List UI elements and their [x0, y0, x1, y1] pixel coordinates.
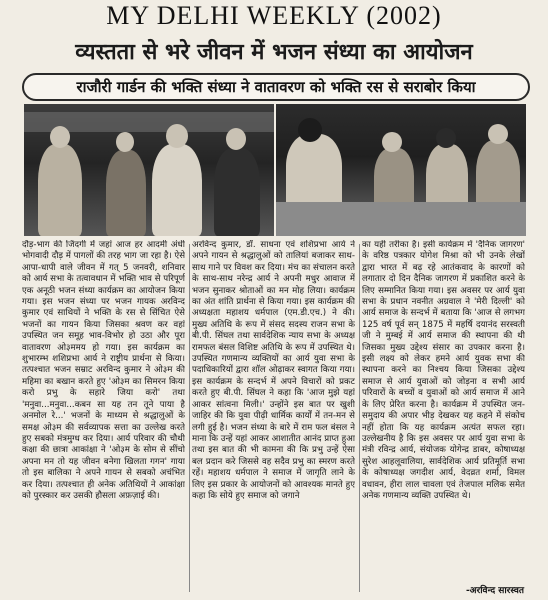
article-column-2: अरविन्द कुमार, डॉ. साधना एवं शशिप्रभा आर्य ने अपने गायन से श्रद्धालुओं को तालियां बजाकर साथ-साथ गाने पर विवश कर दिया। मंच का संचालन करते के साथ-साथ नरेन्द्र आर्य ने अपनी मधुर आवाज में भजन सुनाकर श्रोताओं का मन मोह लिया। कार्यक्रम का अंत शांति प्रार्थना से किया गया। इस कार्यक्रम की अध्यक्षता महाशय धर्मपाल (एम.डी.एच.) ने की। मुख्य अतिथि के रूप में संसद सदस्य राजन सभा के बी.पी. सिंघल तथा सार्वदेशिक न्याय सभा के अध्यक्ष रामफल बंसल विशिष्ट अतिथि के रूप में उपस्थित थे। उपस्थित गणमान्य व्यक्तियों का आर्य युवा सभा के पदाधिकारियों द्वारा शॉल ओढ़ाकर स्वागत किया गया। इस कार्यक्रम के सन्दर्भ में अपने विचारों को प्रकट करते हुए बी.पी. सिंघल ने कहा कि 'आज मुझे यहां आकर सांत्वना मिली।' उन्होंने इस बात पर खुशी जाहिर की कि युवा पीढ़ी धार्मिक कार्यों में तन-मन से लगी हुई है। भजन संध्या के बारे में राम फल बंसल ने माना कि उन्हें यहां आकर आशातीत आनंद प्राप्त हुआ तथा इस बात की भी कामना की कि प्रभु उन्हें ऐसा बल प्रदान करे जिससे वह सदैव प्रभु का स्मरण करते रहें। महाशय धर्मपाल ने समाज में जागृति लाने के लिए इस प्रकार के आयोजनों को आवश्यक मानते हुए कहा कि सोये हुए समाज को जगाने	[192, 240, 355, 501]
event-photo-singers	[276, 104, 526, 236]
column-divider	[359, 244, 360, 592]
event-photo-speakers	[24, 104, 274, 236]
article-column-1: दौड़-भाग की जिंदगी में जहां आज हर आदमी अंधी भोगवादी दौड़ में पागलों की तरह भाग जा रहा है। ऐसे आपा-धापी वाले जीवन में गत् 5 जनवरी, शनिवार को आर्य सभा के तत्वावधान में भक्ति भाव से परिपूर्ण एक अनूठी भजन संध्या कार्यक्रम का आयोजन किया गया। इस भजन संध्या पर भजन गायक अरविन्द कुमार एवं साथियों ने भक्ति के रस से सिंचित ऐसे भजनों का गायन किया जिसका श्रवण कर वहां उपस्थित जन समूह भाव-विभोर हो उठा और पूरा वातावरण ओ३ममय हो गया। इस कार्यक्रम का शुभारम्भ शशिप्रभा आर्य ने राष्ट्रीय प्रार्थना से किया। तत्पश्चात भजन सम्राट अरविन्द कुमार ने ओ३म की महिमा का बखान करते हुए 'ओ३म का सिमरन किया करो प्रभु के सहारे जिया करो' तथा 'मनुवा...मनुवा...कबन सा यह तन तूने पाया है अनमोल रे...' भजनों के माध्यम से श्रद्धालुओं के समक्ष ओ३म की सर्वव्यापक सत्ता का उल्लेख करते हुए सबको मंत्रमुग्ध कर दिया। आर्य परिवार की चौथी कक्षा की छात्रा आकांक्षा ने 'ओ३म के सोम से सींचो अपना मन तो यह जीवन बनेगा खिलता गगन' गाया तो इस बालिका ने अपने गायन से सबको अचंभित कर दिया। तत्पश्चात ही अनेक अतिथियों ने आकांक्षा को पुरस्कार कर उसकी हौसला अफ़ज़ाई की।	[22, 240, 185, 501]
article-column-3: का यही तरीका है। इसी कार्यक्रम में 'दैनिक जागरण' के वरिष्ठ पत्रकार योगेश मिश्रा को भी उनके लेखों द्वारा भारत में बढ़ रहे आतंकवाद के कारणों को लगातार दो दिन दैनिक जागरण में प्रकाशित करने के लिए सम्मानित किया गया। इस अवसर पर आर्य युवा सभा के प्रधान नवनीत अग्रवाल ने 'मेरी दिल्ली' को आर्य समाज के सन्दर्भ में बताया कि 'आज से लगभग 125 वर्ष पूर्व सन् 1875 में महर्षि दयानंद सरस्वती जी ने मुम्बई में आर्य समाज की स्थापना की थी जिसका मुख्य उद्देश्य संसार का उपकार करना है। इसी लक्ष्य को लेकर हमने आर्य युवक सभा की स्थापना करने का निश्चय किया जिसका उद्देश्य समाज से आर्य युवाओं को जोड़ना व सभी आर्य परिवारों के बच्चों व युवाओं को आर्य समाज में आने के लिए प्रेरित करना है। कार्यक्रम में उपस्थित जन-समुदाय की अपार भीड़ देखकर यह कहने में संकोच नहीं होता कि यह कार्यक्रम अत्यंत सफल रहा। उल्लेखनीय है कि इस अवसर पर आर्य युवा सभा के मंत्री रविन्द्र आर्य, संयोजक योगेन्द्र डाबर, कोषाध्यक्ष सुरेश आहलूवालिया, सार्वदेशिक आर्य प्रतिमूर्ति सभा के कोषाध्यक्ष जगदीश आर्य, वेदव्रत शर्मा, विमल वधावन, हीरा लाल चावला एवं तेजपाल मलिक समेत अनेक गणमान्य व्यक्ति उपस्थित थे।	[362, 240, 525, 501]
article-byline: -अरविन्द सारस्वत	[404, 584, 524, 598]
newspaper-masthead: MY DELHI WEEKLY (2002)	[106, 1, 442, 30]
column-divider	[189, 244, 190, 592]
article-body	[22, 240, 526, 596]
article-headline: व्यस्तता से भरे जीवन में भजन संध्या का आयोजन	[75, 40, 473, 65]
article-subheadline: राजौरी गार्डन की भक्ति संध्या ने वातावरण को भक्ति रस से सराबोर किया	[22, 73, 530, 101]
